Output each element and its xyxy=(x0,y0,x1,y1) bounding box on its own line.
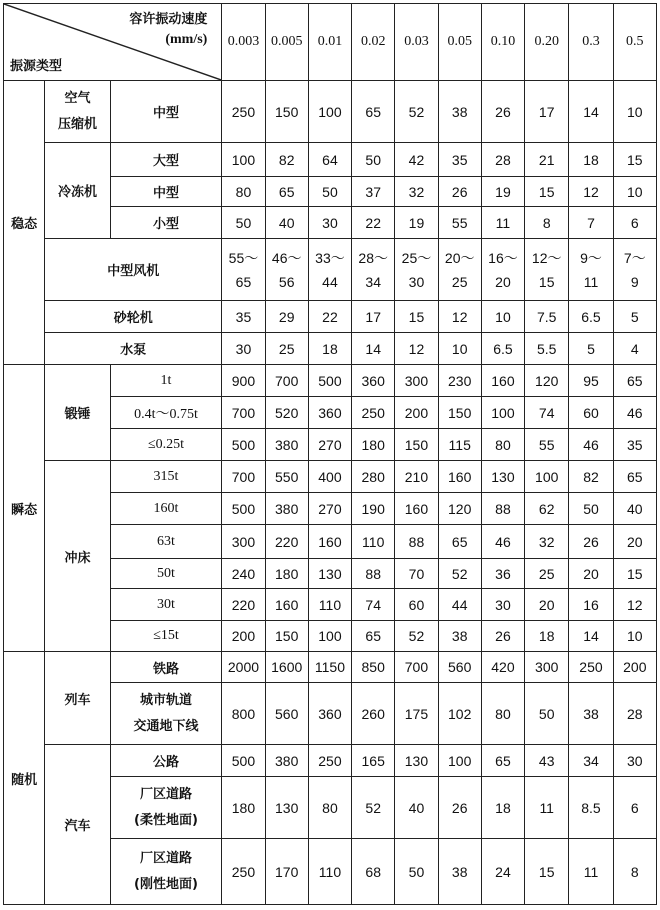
value-cell: 12 xyxy=(613,589,656,621)
value-cell: 60 xyxy=(395,589,438,621)
speed-header: 0.005 xyxy=(265,4,308,81)
value-cell: 28 xyxy=(613,683,656,745)
value-cell xyxy=(352,239,395,301)
value-cell: 15 xyxy=(613,559,656,589)
range-end: 9 xyxy=(630,273,639,290)
value-cell: 270 xyxy=(308,493,351,525)
value-cell: 22 xyxy=(352,207,395,239)
value-cell: 46 xyxy=(569,429,613,461)
value-cell: 16 xyxy=(569,589,613,621)
row-label-grinder: 砂轮机 xyxy=(45,301,222,333)
value-cell: 130 xyxy=(395,745,438,777)
value-cell: 74 xyxy=(525,397,569,429)
table-row xyxy=(4,301,657,333)
value-cell: 175 xyxy=(395,683,438,745)
value-cell: 500 xyxy=(308,365,351,397)
value-cell: 190 xyxy=(352,493,395,525)
value-cell: 6.5 xyxy=(569,301,613,333)
value-cell: 88 xyxy=(352,559,395,589)
value-cell: 42 xyxy=(395,143,438,177)
range-end: 56 xyxy=(278,273,295,290)
value-cell: 250 xyxy=(308,745,351,777)
value-cell: 12 xyxy=(438,301,481,333)
value-cell: 26 xyxy=(569,525,613,559)
row-label: 30t xyxy=(110,589,222,621)
value-cell: 5 xyxy=(569,333,613,365)
row-label xyxy=(110,683,222,745)
subgroup-refrigerator: 冷冻机 xyxy=(45,143,110,239)
value-cell: 230 xyxy=(438,365,481,397)
value-cell: 40 xyxy=(395,777,438,839)
row-label: 63t xyxy=(110,525,222,559)
range-end: 65 xyxy=(235,273,252,290)
value-cell: 100 xyxy=(308,81,351,143)
value-cell xyxy=(481,239,524,301)
value-cell: 50 xyxy=(569,493,613,525)
value-cell: 220 xyxy=(265,525,308,559)
value-cell xyxy=(569,239,613,301)
value-cell: 65 xyxy=(352,81,395,143)
speed-header: 0.05 xyxy=(438,4,481,81)
value-cell: 180 xyxy=(352,429,395,461)
value-cell: 7.5 xyxy=(525,301,569,333)
value-cell: 240 xyxy=(222,559,265,589)
value-cell: 52 xyxy=(438,559,481,589)
value-cell: 10 xyxy=(613,621,656,652)
value-cell: 100 xyxy=(525,461,569,493)
value-cell: 110 xyxy=(352,525,395,559)
value-cell: 560 xyxy=(438,652,481,683)
subgroup-train: 列车 xyxy=(45,652,110,745)
table-row xyxy=(4,365,657,397)
value-cell: 170 xyxy=(265,839,308,905)
value-cell: 220 xyxy=(222,589,265,621)
value-cell: 36 xyxy=(481,559,524,589)
row-label: 160t xyxy=(110,493,222,525)
row-label-pump: 水泵 xyxy=(45,333,222,365)
value-cell: 12 xyxy=(395,333,438,365)
row-label-line: 厂区道路 xyxy=(139,786,192,802)
group-transient: 瞬态 xyxy=(4,365,45,652)
value-cell: 550 xyxy=(265,461,308,493)
value-cell: 700 xyxy=(222,397,265,429)
range-end: 44 xyxy=(322,273,338,290)
value-cell: 300 xyxy=(395,365,438,397)
value-cell: 15 xyxy=(525,839,569,905)
allowed-speed-title: 容许振动速度 xyxy=(129,12,208,27)
value-cell: 18 xyxy=(308,333,351,365)
value-cell: 37 xyxy=(352,177,395,207)
value-cell: 38 xyxy=(438,81,481,143)
value-cell: 17 xyxy=(525,81,569,143)
row-label-line: (刚性地面) xyxy=(134,876,198,892)
subgroup-forging-hammer: 锻锤 xyxy=(45,365,110,461)
row-label: 0.4t～0.75t xyxy=(110,397,222,429)
value-cell: 65 xyxy=(438,525,481,559)
speed-header: 0.02 xyxy=(352,4,395,81)
value-cell: 65 xyxy=(265,177,308,207)
value-cell: 52 xyxy=(395,81,438,143)
value-cell: 15 xyxy=(395,301,438,333)
range-start: 9～ xyxy=(580,249,602,266)
speed-header: 0.20 xyxy=(525,4,569,81)
value-cell: 5 xyxy=(613,301,656,333)
value-cell: 500 xyxy=(222,745,265,777)
value-cell: 850 xyxy=(352,652,395,683)
value-cell: 19 xyxy=(395,207,438,239)
value-cell xyxy=(525,239,569,301)
value-cell: 800 xyxy=(222,683,265,745)
value-cell: 14 xyxy=(352,333,395,365)
table-row xyxy=(4,745,657,777)
value-cell: 380 xyxy=(265,429,308,461)
value-cell: 55 xyxy=(438,207,481,239)
range-start: 20～ xyxy=(444,249,475,266)
value-cell: 38 xyxy=(438,621,481,652)
value-cell: 15 xyxy=(525,177,569,207)
value-cell: 38 xyxy=(438,839,481,905)
value-cell: 100 xyxy=(438,745,481,777)
value-cell: 120 xyxy=(525,365,569,397)
row-label: 小型 xyxy=(110,207,222,239)
row-label-line: 厂区道路 xyxy=(139,850,192,866)
value-cell: 55 xyxy=(525,429,569,461)
value-cell: 700 xyxy=(265,365,308,397)
value-cell: 35 xyxy=(222,301,265,333)
row-label-medium-fan: 中型风机 xyxy=(45,239,222,301)
row-label: 公路 xyxy=(110,745,222,777)
value-cell: 180 xyxy=(265,559,308,589)
value-cell: 20 xyxy=(569,559,613,589)
value-cell: 120 xyxy=(438,493,481,525)
row-label: 中型 xyxy=(110,177,222,207)
value-cell: 210 xyxy=(395,461,438,493)
value-cell: 68 xyxy=(352,839,395,905)
value-cell xyxy=(613,239,656,301)
value-cell: 24 xyxy=(481,839,524,905)
row-label xyxy=(110,777,222,839)
group-random: 随机 xyxy=(4,652,45,905)
value-cell: 50 xyxy=(308,177,351,207)
range-end: 11 xyxy=(583,273,599,290)
allowed-speed-label xyxy=(129,10,207,50)
value-cell: 11 xyxy=(525,777,569,839)
value-cell: 900 xyxy=(222,365,265,397)
value-cell: 5.5 xyxy=(525,333,569,365)
value-cell: 22 xyxy=(308,301,351,333)
value-cell: 300 xyxy=(525,652,569,683)
value-cell: 160 xyxy=(395,493,438,525)
value-cell: 102 xyxy=(438,683,481,745)
value-cell: 115 xyxy=(438,429,481,461)
value-cell: 250 xyxy=(222,839,265,905)
value-cell: 100 xyxy=(481,397,524,429)
value-cell: 35 xyxy=(438,143,481,177)
value-cell xyxy=(395,239,438,301)
value-cell: 7 xyxy=(569,207,613,239)
value-cell: 52 xyxy=(395,621,438,652)
value-cell: 21 xyxy=(525,143,569,177)
value-cell: 420 xyxy=(481,652,524,683)
value-cell: 95 xyxy=(569,365,613,397)
value-cell: 38 xyxy=(569,683,613,745)
value-cell: 74 xyxy=(352,589,395,621)
value-cell: 88 xyxy=(395,525,438,559)
value-cell: 26 xyxy=(438,177,481,207)
row-label xyxy=(110,839,222,905)
speed-header: 0.01 xyxy=(308,4,351,81)
value-cell: 80 xyxy=(308,777,351,839)
value-cell: 29 xyxy=(265,301,308,333)
value-cell: 40 xyxy=(265,207,308,239)
value-cell: 130 xyxy=(265,777,308,839)
value-cell: 150 xyxy=(265,621,308,652)
value-cell: 35 xyxy=(613,429,656,461)
value-cell: 50 xyxy=(222,207,265,239)
value-cell: 14 xyxy=(569,621,613,652)
speed-header: 0.10 xyxy=(481,4,524,81)
value-cell: 32 xyxy=(525,525,569,559)
row-label-line: 交通地下线 xyxy=(133,718,199,734)
value-cell: 25 xyxy=(525,559,569,589)
value-cell: 360 xyxy=(308,397,351,429)
value-cell: 200 xyxy=(395,397,438,429)
row-label-line: (柔性地面) xyxy=(134,812,198,828)
range-end: 20 xyxy=(495,273,511,290)
value-cell: 65 xyxy=(481,745,524,777)
range-start: 55～ xyxy=(228,249,259,266)
value-cell xyxy=(438,239,481,301)
value-cell: 130 xyxy=(481,461,524,493)
speed-header: 0.03 xyxy=(395,4,438,81)
subgroup-vehicle: 汽车 xyxy=(45,745,110,905)
value-cell: 11 xyxy=(569,839,613,905)
value-cell: 380 xyxy=(265,745,308,777)
value-cell: 150 xyxy=(265,81,308,143)
value-cell: 300 xyxy=(222,525,265,559)
value-cell: 65 xyxy=(352,621,395,652)
row-label: 50t xyxy=(110,559,222,589)
value-cell: 160 xyxy=(265,589,308,621)
table-row xyxy=(4,461,657,493)
value-cell: 30 xyxy=(613,745,656,777)
value-cell: 520 xyxy=(265,397,308,429)
value-cell: 700 xyxy=(222,461,265,493)
diagonal-header-cell xyxy=(4,4,222,81)
value-cell: 6 xyxy=(613,207,656,239)
value-cell: 180 xyxy=(222,777,265,839)
value-cell: 62 xyxy=(525,493,569,525)
value-cell: 10 xyxy=(438,333,481,365)
value-cell: 150 xyxy=(438,397,481,429)
value-cell: 12 xyxy=(569,177,613,207)
range-start: 46～ xyxy=(271,249,302,266)
value-cell: 18 xyxy=(569,143,613,177)
speed-unit: (mm/s) xyxy=(165,32,208,47)
value-cell: 11 xyxy=(481,207,524,239)
value-cell: 26 xyxy=(481,621,524,652)
value-cell: 65 xyxy=(613,365,656,397)
value-cell: 4 xyxy=(613,333,656,365)
speed-header: 0.003 xyxy=(222,4,265,81)
value-cell: 200 xyxy=(222,621,265,652)
value-cell xyxy=(308,239,351,301)
row-label: 大型 xyxy=(110,143,222,177)
value-cell: 30 xyxy=(481,589,524,621)
value-cell: 82 xyxy=(569,461,613,493)
value-cell: 160 xyxy=(438,461,481,493)
value-cell: 26 xyxy=(438,777,481,839)
value-cell: 82 xyxy=(265,143,308,177)
value-cell: 34 xyxy=(569,745,613,777)
value-cell: 250 xyxy=(222,81,265,143)
range-end: 25 xyxy=(451,273,468,290)
value-cell: 150 xyxy=(395,429,438,461)
value-cell: 100 xyxy=(222,143,265,177)
header-row xyxy=(4,4,657,81)
value-cell xyxy=(222,239,265,301)
value-cell: 8.5 xyxy=(569,777,613,839)
value-cell: 60 xyxy=(569,397,613,429)
value-cell: 20 xyxy=(613,525,656,559)
value-cell: 380 xyxy=(265,493,308,525)
value-cell: 18 xyxy=(525,621,569,652)
value-cell: 25 xyxy=(265,333,308,365)
value-cell: 110 xyxy=(308,589,351,621)
value-cell: 14 xyxy=(569,81,613,143)
value-cell: 260 xyxy=(352,683,395,745)
value-cell: 270 xyxy=(308,429,351,461)
value-cell xyxy=(265,239,308,301)
range-start: 28～ xyxy=(358,249,388,266)
subgroup-punch-press: 冲床 xyxy=(45,461,110,652)
range-start: 16～ xyxy=(488,249,518,266)
value-cell: 80 xyxy=(481,683,524,745)
value-cell: 280 xyxy=(352,461,395,493)
value-cell: 88 xyxy=(481,493,524,525)
range-start: 25～ xyxy=(401,249,432,266)
table-row xyxy=(4,333,657,365)
value-cell: 8 xyxy=(613,839,656,905)
value-cell: 70 xyxy=(395,559,438,589)
value-cell: 50 xyxy=(395,839,438,905)
value-cell: 10 xyxy=(613,177,656,207)
value-cell: 2000 xyxy=(222,652,265,683)
value-cell: 160 xyxy=(481,365,524,397)
value-cell: 46 xyxy=(481,525,524,559)
value-cell: 32 xyxy=(395,177,438,207)
value-cell: 52 xyxy=(352,777,395,839)
range-start: 12～ xyxy=(531,249,562,266)
subgroup-air-compressor xyxy=(45,81,110,143)
value-cell: 100 xyxy=(308,621,351,652)
range-start: 33～ xyxy=(315,249,345,266)
value-cell: 28 xyxy=(481,143,524,177)
value-cell: 6 xyxy=(613,777,656,839)
value-cell: 700 xyxy=(395,652,438,683)
speed-header: 0.5 xyxy=(613,4,656,81)
value-cell: 65 xyxy=(613,461,656,493)
row-label: ≤15t xyxy=(110,621,222,652)
value-cell: 50 xyxy=(352,143,395,177)
value-cell: 10 xyxy=(613,81,656,143)
value-cell: 15 xyxy=(613,143,656,177)
row-label: 中型 xyxy=(110,81,222,143)
vibration-table xyxy=(3,3,657,905)
value-cell: 200 xyxy=(613,652,656,683)
value-cell: 44 xyxy=(438,589,481,621)
range-end: 34 xyxy=(365,273,381,290)
value-cell: 17 xyxy=(352,301,395,333)
value-cell: 500 xyxy=(222,429,265,461)
value-cell: 50 xyxy=(525,683,569,745)
value-cell: 64 xyxy=(308,143,351,177)
value-cell: 19 xyxy=(481,177,524,207)
table-row xyxy=(4,652,657,683)
range-start: 7～ xyxy=(623,249,646,266)
value-cell: 18 xyxy=(481,777,524,839)
value-cell: 80 xyxy=(222,177,265,207)
subgroup-label-line: 空气 xyxy=(64,90,91,106)
row-label-line: 城市轨道 xyxy=(139,692,192,708)
range-end: 30 xyxy=(408,273,425,290)
value-cell: 165 xyxy=(352,745,395,777)
value-cell: 250 xyxy=(352,397,395,429)
source-type-label: 振源类型 xyxy=(10,59,63,74)
value-cell: 40 xyxy=(613,493,656,525)
value-cell: 20 xyxy=(525,589,569,621)
table-row xyxy=(4,239,657,301)
subgroup-label-line: 压缩机 xyxy=(57,116,97,132)
value-cell: 500 xyxy=(222,493,265,525)
value-cell: 360 xyxy=(352,365,395,397)
value-cell: 400 xyxy=(308,461,351,493)
value-cell: 8 xyxy=(525,207,569,239)
row-label: 1t xyxy=(110,365,222,397)
value-cell: 30 xyxy=(308,207,351,239)
value-cell: 10 xyxy=(481,301,524,333)
value-cell: 1600 xyxy=(265,652,308,683)
value-cell: 250 xyxy=(569,652,613,683)
value-cell: 130 xyxy=(308,559,351,589)
row-label: ≤0.25t xyxy=(110,429,222,461)
row-label: 铁路 xyxy=(110,652,222,683)
value-cell: 360 xyxy=(308,683,351,745)
value-cell: 26 xyxy=(481,81,524,143)
value-cell: 160 xyxy=(308,525,351,559)
value-cell: 560 xyxy=(265,683,308,745)
value-cell: 30 xyxy=(222,333,265,365)
range-end: 15 xyxy=(538,273,555,290)
value-cell: 46 xyxy=(613,397,656,429)
value-cell: 80 xyxy=(481,429,524,461)
value-cell: 43 xyxy=(525,745,569,777)
group-steady: 稳态 xyxy=(4,81,45,365)
value-cell: 6.5 xyxy=(481,333,524,365)
row-label: 315t xyxy=(110,461,222,493)
speed-header: 0.3 xyxy=(569,4,613,81)
table-row xyxy=(4,81,657,143)
value-cell: 1150 xyxy=(308,652,351,683)
table-row xyxy=(4,143,657,177)
value-cell: 110 xyxy=(308,839,351,905)
